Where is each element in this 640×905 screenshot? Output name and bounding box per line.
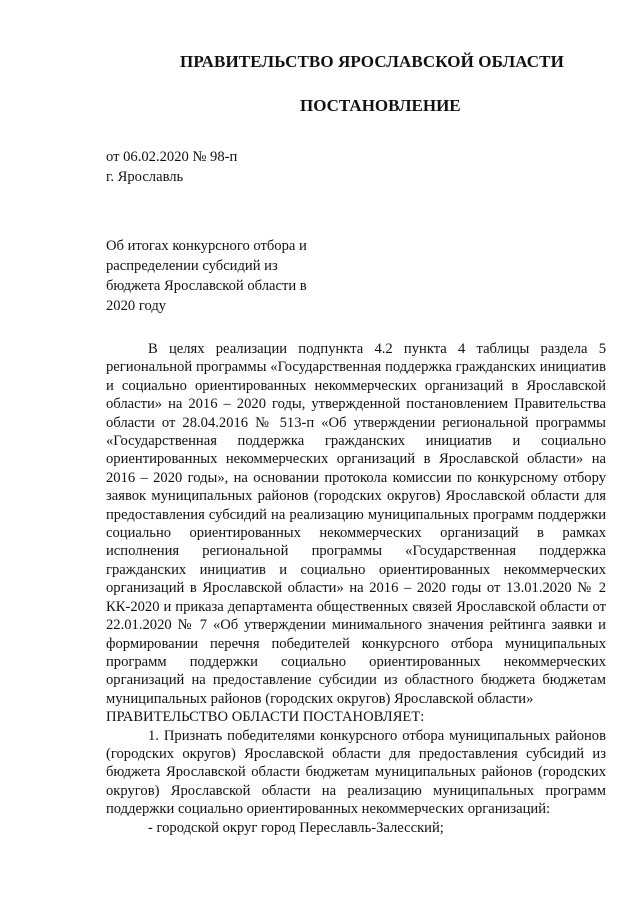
subject-line: распределении субсидий из bbox=[106, 258, 278, 274]
city: г. Ярославль bbox=[106, 169, 184, 185]
document-body bbox=[106, 340, 606, 837]
date-number: от 06.02.2020 № 98-п bbox=[106, 149, 238, 165]
subject-line: Об итогах конкурсного отбора и bbox=[106, 238, 307, 254]
subject-line: 2020 году bbox=[106, 298, 167, 314]
subject-line: бюджета Ярославской области в bbox=[106, 278, 307, 294]
document-meta bbox=[106, 147, 237, 187]
list-item: - городской округ город Переславль-Залесский; bbox=[148, 819, 444, 836]
government-title: ПРАВИТЕЛЬСТВО ЯРОСЛАВСКОЙ ОБЛАСТИ bbox=[180, 52, 564, 71]
preamble-paragraph: В целях реализации подпункта 4.2 пункта 4 таблицы раздела 5 региональной программы «Государственная поддержка гражданских инициатив и социально ориентированных некоммерческих организаций в Ярославской области» на 2016 – 2020 годы, утвержденной постановлением Правительства области от 28.04.2016 № 513-п «Об утверждении региональной программы «Государственная поддержка гражданских инициатив и социально ориентированных некоммерческих организаций в Ярославской области» на 2016 – 2020 годы», на основании протокола комиссии по конкурсному отбору заявок муниципальных районов (городских округов) Ярославской области для предоставления субсидий на реализацию муниципальных программ поддержки социально ориентированных некоммерческих организаций в рамках исполнения региональной программы «Государственная поддержка гражданских инициатив и социально ориентированных некоммерческих организаций в Ярославской области» на 2016 – 2020 годы от 13.01.2020 № 2 КК-2020 и приказа департамента общественных связей Ярославской области от 22.01.2020 № 7 «Об утверждении минимального значения рейтинга заявки и формировании перечня победителей конкурсного отбора муниципальных программ поддержки социально ориентированных некоммерческих организаций на предоставление субсидии из областного бюджета бюджетам муниципальных районов (городских округов) Ярославской области» bbox=[106, 341, 606, 707]
item-paragraph-1: 1. Признать победителями конкурсного отбора муниципальных районов (городских округов) Ярославской области для предоставления субсидий из бюджета Ярославской области бюджетам муниципальных районов (городских округов) Ярославской области на реализацию муниципальных программ поддержки социально ориентированных некоммерческих организаций: bbox=[106, 727, 606, 818]
resolves-heading: ПРАВИТЕЛЬСТВО ОБЛАСТИ ПОСТАНОВЛЯЕТ: bbox=[106, 709, 425, 726]
document-subject bbox=[106, 236, 307, 316]
document-type: ПОСТАНОВЛЕНИЕ bbox=[300, 96, 461, 115]
